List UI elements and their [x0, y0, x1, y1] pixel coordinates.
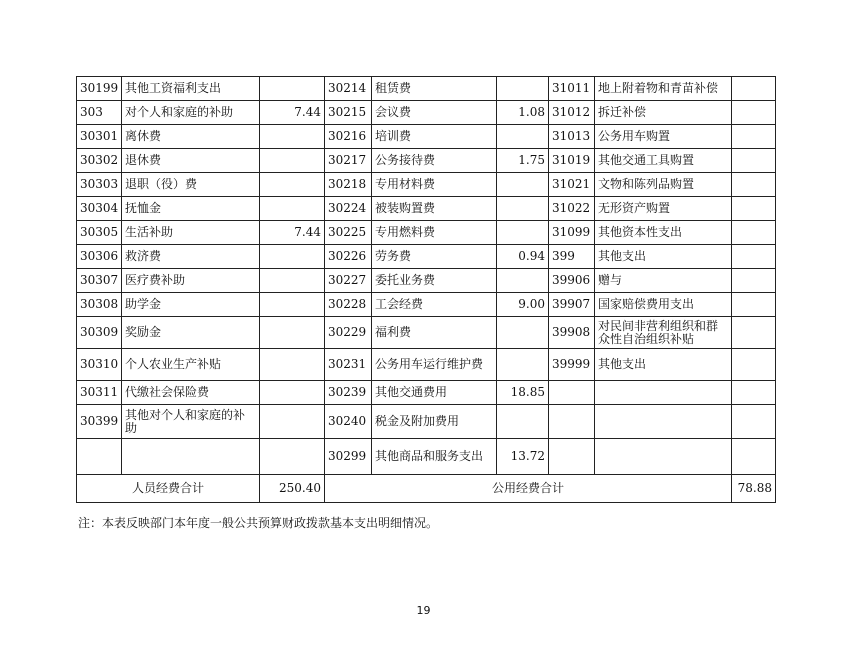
economic-code-cell: 39999: [549, 349, 595, 381]
amount-cell: [732, 269, 776, 293]
table-row: [77, 197, 776, 221]
amount-cell: [732, 77, 776, 101]
expenditure-detail-table: [76, 76, 776, 503]
table-row: [77, 221, 776, 245]
amount-cell: 7.44: [260, 221, 325, 245]
economic-code-cell: 30226: [325, 245, 372, 269]
economic-code-cell: 30308: [77, 293, 122, 317]
economic-code-cell: 30399: [77, 405, 122, 439]
table-row: [77, 245, 776, 269]
economic-code-cell: 30214: [325, 77, 372, 101]
economic-code-cell: 30227: [325, 269, 372, 293]
item-name-cell: 公务接待费: [372, 149, 497, 173]
economic-code-cell: 30240: [325, 405, 372, 439]
item-name-cell: 地上附着物和青苗补偿: [595, 77, 732, 101]
item-name-cell: 其他支出: [595, 245, 732, 269]
amount-cell: [497, 405, 549, 439]
economic-code-cell: 30224: [325, 197, 372, 221]
item-name-cell: 助学金: [122, 293, 260, 317]
amount-cell: [732, 149, 776, 173]
amount-cell: [732, 101, 776, 125]
amount-cell: [260, 349, 325, 381]
item-name-cell: 救济费: [122, 245, 260, 269]
item-name-cell: 奖励金: [122, 317, 260, 349]
table-row: [77, 149, 776, 173]
economic-code-cell: 30310: [77, 349, 122, 381]
economic-code-cell: 30311: [77, 381, 122, 405]
economic-code-cell: 31099: [549, 221, 595, 245]
item-name-cell: 会议费: [372, 101, 497, 125]
amount-cell: [497, 317, 549, 349]
item-name-cell: [595, 439, 732, 475]
amount-cell: [732, 293, 776, 317]
item-name-cell: 其他交通工具购置: [595, 149, 732, 173]
item-name-cell: 离休费: [122, 125, 260, 149]
economic-code-cell: 399: [549, 245, 595, 269]
economic-code-cell: 30301: [77, 125, 122, 149]
amount-cell: 1.75: [497, 149, 549, 173]
amount-cell: [260, 381, 325, 405]
item-name-cell: 拆迁补偿: [595, 101, 732, 125]
amount-cell: 0.94: [497, 245, 549, 269]
amount-cell: [732, 173, 776, 197]
amount-cell: [260, 405, 325, 439]
table-row: [77, 293, 776, 317]
economic-code-cell: 31019: [549, 149, 595, 173]
amount-cell: [497, 173, 549, 197]
table-row: [77, 439, 776, 475]
table-row: [77, 101, 776, 125]
item-name-cell: 专用燃料费: [372, 221, 497, 245]
table-row: [77, 125, 776, 149]
item-name-cell: 福利费: [372, 317, 497, 349]
amount-cell: [497, 197, 549, 221]
item-name-cell: 公务用车运行维护费: [372, 349, 497, 381]
economic-code-cell: 30228: [325, 293, 372, 317]
amount-cell: [732, 439, 776, 475]
economic-code-cell: 30309: [77, 317, 122, 349]
item-name-cell: [595, 405, 732, 439]
economic-code-cell: 30229: [325, 317, 372, 349]
economic-code-cell: 30239: [325, 381, 372, 405]
item-name-cell: 代缴社会保险费: [122, 381, 260, 405]
amount-cell: [497, 77, 549, 101]
economic-code-cell: 30215: [325, 101, 372, 125]
amount-cell: [260, 293, 325, 317]
amount-cell: 1.08: [497, 101, 549, 125]
amount-cell: [732, 197, 776, 221]
item-name-cell: 国家赔偿费用支出: [595, 293, 732, 317]
economic-code-cell: 30299: [325, 439, 372, 475]
item-name-cell: 培训费: [372, 125, 497, 149]
amount-cell: [260, 269, 325, 293]
table-row: [77, 405, 776, 439]
public-total-value: 78.88: [732, 475, 776, 503]
item-name-cell: 其他对个人和家庭的补助: [122, 405, 260, 439]
economic-code-cell: 30217: [325, 149, 372, 173]
amount-cell: [260, 77, 325, 101]
economic-code-cell: 31022: [549, 197, 595, 221]
item-name-cell: 其他支出: [595, 349, 732, 381]
economic-code-cell: 31011: [549, 77, 595, 101]
table-row: [77, 381, 776, 405]
item-name-cell: 其他资本性支出: [595, 221, 732, 245]
amount-cell: [732, 381, 776, 405]
amount-cell: [260, 439, 325, 475]
amount-cell: [260, 317, 325, 349]
economic-code-cell: 39906: [549, 269, 595, 293]
economic-code-cell: 39908: [549, 317, 595, 349]
economic-code-cell: [549, 439, 595, 475]
economic-code-cell: [77, 439, 122, 475]
economic-code-cell: 31013: [549, 125, 595, 149]
table-row: [77, 77, 776, 101]
item-name-cell: 个人农业生产补贴: [122, 349, 260, 381]
item-name-cell: [595, 381, 732, 405]
item-name-cell: 工会经费: [372, 293, 497, 317]
personnel-total-label: 人员经费合计: [77, 475, 260, 503]
item-name-cell: 文物和陈列品购置: [595, 173, 732, 197]
table-row: [77, 317, 776, 349]
item-name-cell: 赠与: [595, 269, 732, 293]
item-name-cell: 对个人和家庭的补助: [122, 101, 260, 125]
economic-code-cell: 30231: [325, 349, 372, 381]
economic-code-cell: 30307: [77, 269, 122, 293]
amount-cell: [497, 269, 549, 293]
page-number: 19: [416, 604, 431, 617]
economic-code-cell: 30306: [77, 245, 122, 269]
item-name-cell: 其他工资福利支出: [122, 77, 260, 101]
amount-cell: 13.72: [497, 439, 549, 475]
amount-cell: [260, 197, 325, 221]
item-name-cell: 劳务费: [372, 245, 497, 269]
amount-cell: [732, 245, 776, 269]
item-name-cell: 退休费: [122, 149, 260, 173]
amount-cell: [732, 317, 776, 349]
item-name-cell: 专用材料费: [372, 173, 497, 197]
amount-cell: [497, 125, 549, 149]
table-row: [77, 349, 776, 381]
amount-cell: [732, 125, 776, 149]
economic-code-cell: 30225: [325, 221, 372, 245]
item-name-cell: 医疗费补助: [122, 269, 260, 293]
personnel-total-value: 250.40: [260, 475, 325, 503]
table-row: [77, 269, 776, 293]
amount-cell: [260, 149, 325, 173]
amount-cell: [497, 221, 549, 245]
economic-code-cell: 30218: [325, 173, 372, 197]
economic-code-cell: 30305: [77, 221, 122, 245]
item-name-cell: 税金及附加费用: [372, 405, 497, 439]
economic-code-cell: 39907: [549, 293, 595, 317]
economic-code-cell: 30302: [77, 149, 122, 173]
amount-cell: 9.00: [497, 293, 549, 317]
totals-row: [77, 475, 776, 503]
economic-code-cell: 30304: [77, 197, 122, 221]
economic-code-cell: 30303: [77, 173, 122, 197]
item-name-cell: 抚恤金: [122, 197, 260, 221]
economic-code-cell: [549, 405, 595, 439]
economic-code-cell: 303: [77, 101, 122, 125]
economic-code-cell: 30199: [77, 77, 122, 101]
item-name-cell: 公务用车购置: [595, 125, 732, 149]
item-name-cell: 生活补助: [122, 221, 260, 245]
table-row: [77, 173, 776, 197]
item-name-cell: 对民间非营利组织和群众性自治组织补贴: [595, 317, 732, 349]
economic-code-cell: [549, 381, 595, 405]
item-name-cell: 被装购置费: [372, 197, 497, 221]
amount-cell: [260, 173, 325, 197]
amount-cell: [260, 245, 325, 269]
item-name-cell: 租赁费: [372, 77, 497, 101]
item-name-cell: 其他交通费用: [372, 381, 497, 405]
item-name-cell: 其他商品和服务支出: [372, 439, 497, 475]
public-total-label: 公用经费合计: [325, 475, 732, 503]
economic-code-cell: 30216: [325, 125, 372, 149]
amount-cell: [732, 221, 776, 245]
economic-code-cell: 31021: [549, 173, 595, 197]
item-name-cell: 退职（役）费: [122, 173, 260, 197]
amount-cell: [732, 349, 776, 381]
item-name-cell: 无形资产购置: [595, 197, 732, 221]
amount-cell: [260, 125, 325, 149]
amount-cell: [732, 405, 776, 439]
item-name-cell: 委托业务费: [372, 269, 497, 293]
item-name-cell: [122, 439, 260, 475]
amount-cell: [497, 349, 549, 381]
economic-code-cell: 31012: [549, 101, 595, 125]
amount-cell: 18.85: [497, 381, 549, 405]
table-note: 注：本表反映部门本年度一般公共预算财政拨款基本支出明细情况。: [78, 516, 439, 530]
amount-cell: 7.44: [260, 101, 325, 125]
